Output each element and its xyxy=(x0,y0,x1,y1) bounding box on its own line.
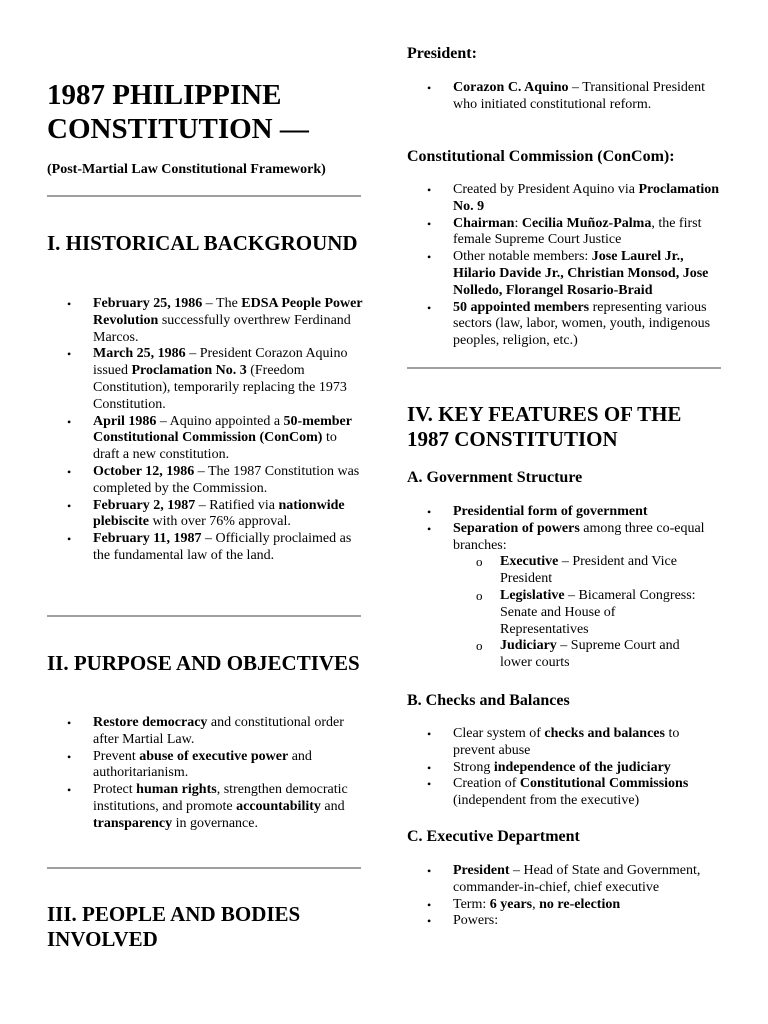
text: to prevent abuse xyxy=(453,726,680,758)
list-item xyxy=(407,726,713,760)
purpose-objectives-list xyxy=(47,715,363,833)
bold-text: Legislative xyxy=(500,587,565,603)
bold-text: 50-member Constitutional Commission (ConCom) xyxy=(93,413,352,446)
text: – Transitional President who initiated constitutional reform. xyxy=(453,80,706,112)
section-heading-purpose-objectives: II. PURPOSE AND OBJECTIVES xyxy=(47,651,360,675)
text: Other notable members: xyxy=(453,249,592,265)
list-item xyxy=(47,531,363,565)
list-item xyxy=(407,182,723,216)
text: Powers: xyxy=(453,913,499,929)
text: Creation of xyxy=(453,776,520,792)
text: in governance. xyxy=(172,815,258,831)
list-item xyxy=(407,521,707,672)
bold-text: Judiciary xyxy=(500,638,557,654)
text: , the first female Supreme Court Justice xyxy=(453,215,702,248)
text: to draft a new constitution. xyxy=(93,430,337,463)
bold-text: Separation of powers xyxy=(453,520,580,536)
bold-text: 50 appointed members xyxy=(453,299,590,315)
list-item xyxy=(407,776,713,810)
list-item-text xyxy=(453,521,705,553)
president-heading: President: xyxy=(407,45,477,62)
text: , strengthen democratic institutions, and promote xyxy=(93,782,348,814)
document-subtitle: (Post-Martial Law Constitutional Framework) xyxy=(47,162,326,177)
section-divider xyxy=(47,867,361,869)
list-item xyxy=(407,216,723,250)
bold-text: nationwide plebiscite xyxy=(93,497,345,530)
bold-text: Presidential form of government xyxy=(453,504,648,519)
list-item xyxy=(47,498,363,532)
bold-text: Proclamation No. 3 xyxy=(131,363,247,379)
text: Strong xyxy=(453,759,494,775)
bold-text: EDSA People Power Revolution xyxy=(93,296,363,328)
text: representing various sectors (law, labor, women, youth, indigenous peoples, religion, etc.) xyxy=(453,299,711,349)
bold-text: checks and balances xyxy=(544,726,665,741)
list-item xyxy=(407,80,707,114)
list-item xyxy=(47,749,363,783)
section-divider xyxy=(407,367,721,369)
list-item xyxy=(47,346,363,413)
bold-text: February 11, 1987 xyxy=(93,531,202,547)
text: – Aquino appointed a xyxy=(156,413,284,429)
bold-text: human rights xyxy=(136,782,217,798)
list-item-text xyxy=(453,504,648,519)
text: – President Corazon Aquino issued xyxy=(93,346,348,379)
bold-text: President xyxy=(453,863,510,878)
government-structure-list xyxy=(407,504,707,672)
list-item xyxy=(407,249,723,299)
concom-heading: Constitutional Commission (ConCom): xyxy=(407,148,675,165)
text: – Supreme Court and lower courts xyxy=(500,638,680,671)
section-divider xyxy=(47,195,361,197)
text: – Head of State and Government, commander-in-chief, chief executive xyxy=(453,863,701,895)
bold-text: February 25, 1986 xyxy=(93,296,203,311)
list-item xyxy=(407,913,713,930)
list-item xyxy=(453,588,707,638)
list-item xyxy=(47,296,363,346)
text: and constitutional order after Martial Law. xyxy=(93,715,344,747)
text: Prevent xyxy=(93,748,140,764)
text: – The xyxy=(202,296,242,311)
bold-text: Jose Laurel Jr., Hilario Davide Jr., Christian Monsod, Jose Nolledo, Florangel Rosario-Braid xyxy=(453,249,709,298)
president-list xyxy=(407,80,707,114)
list-item xyxy=(407,504,707,521)
list-item xyxy=(453,638,707,672)
section-heading-key-features: IV. KEY FEATURES OF THE 1987 CONSTITUTION xyxy=(407,402,682,451)
list-item xyxy=(407,760,713,777)
text: Term: xyxy=(453,896,490,912)
section-divider xyxy=(47,615,361,617)
text: : xyxy=(514,215,522,231)
text: Created by President Aquino via xyxy=(453,182,639,197)
checks-balances-heading: B. Checks and Balances xyxy=(407,692,570,709)
section-heading-historical-background: I. HISTORICAL BACKGROUND xyxy=(47,231,358,255)
text: and xyxy=(320,798,345,814)
text: with over 76% approval. xyxy=(149,514,291,530)
text: , xyxy=(532,896,540,912)
bold-text: transparency xyxy=(93,815,173,831)
list-item xyxy=(47,414,363,464)
branches-sublist xyxy=(453,554,707,672)
text: Clear system of xyxy=(453,726,545,741)
bold-text: Cecilia Muñoz-Palma xyxy=(521,215,652,231)
text: – Officially proclaimed as the fundamental law of the land. xyxy=(93,531,352,563)
bold-text: abuse of executive power xyxy=(139,748,289,764)
text: among three co-equal branches: xyxy=(453,520,705,553)
text: – President and Vice President xyxy=(500,554,677,587)
bold-text: 6 years xyxy=(489,896,533,912)
bold-text: no re-election xyxy=(539,896,621,912)
list-item xyxy=(453,554,707,588)
text: – Ratified via xyxy=(195,497,279,513)
text: – The 1987 Constitution was completed by the Commission. xyxy=(93,463,360,496)
government-structure-heading: A. Government Structure xyxy=(407,469,583,486)
text: and authoritarianism. xyxy=(93,748,312,781)
bold-text: independence of the judiciary xyxy=(493,759,671,775)
bold-text: Restore democracy xyxy=(93,715,208,730)
text: – Bicameral Congress: Senate and House of Representatives xyxy=(500,587,696,637)
bold-text: Constitutional Commissions xyxy=(519,776,689,792)
list-item xyxy=(407,300,723,350)
bold-text: October 12, 1986 xyxy=(93,463,195,479)
historical-background-list xyxy=(47,296,363,565)
bold-text: March 25, 1986 xyxy=(93,346,186,362)
text: (independent from the executive) xyxy=(453,793,640,809)
list-item xyxy=(47,464,363,498)
bold-text: Corazon C. Aquino xyxy=(453,80,569,95)
list-item xyxy=(407,897,713,914)
bold-text: Executive xyxy=(500,554,559,570)
text: (Freedom Constitution), temporarily replacing the 1973 Constitution. xyxy=(93,363,347,412)
executive-department-list xyxy=(407,863,713,930)
checks-balances-list xyxy=(407,726,713,810)
list-item xyxy=(47,782,363,832)
bold-text: February 2, 1987 xyxy=(93,497,196,513)
bold-text: Proclamation No. 9 xyxy=(453,182,720,214)
list-item xyxy=(47,715,363,749)
bold-text: Chairman xyxy=(453,215,515,231)
text: Protect xyxy=(93,782,137,798)
document-title: 1987 PHILIPPINE CONSTITUTION — xyxy=(47,79,309,145)
bold-text: April 1986 xyxy=(93,413,157,429)
text: successfully overthrew Ferdinand Marcos. xyxy=(93,312,351,345)
list-item xyxy=(407,863,713,897)
bold-text: accountability xyxy=(236,798,321,814)
executive-department-heading: C. Executive Department xyxy=(407,828,580,845)
section-heading-people-bodies: III. PEOPLE AND BODIES INVOLVED xyxy=(47,902,301,951)
concom-list xyxy=(407,182,723,350)
